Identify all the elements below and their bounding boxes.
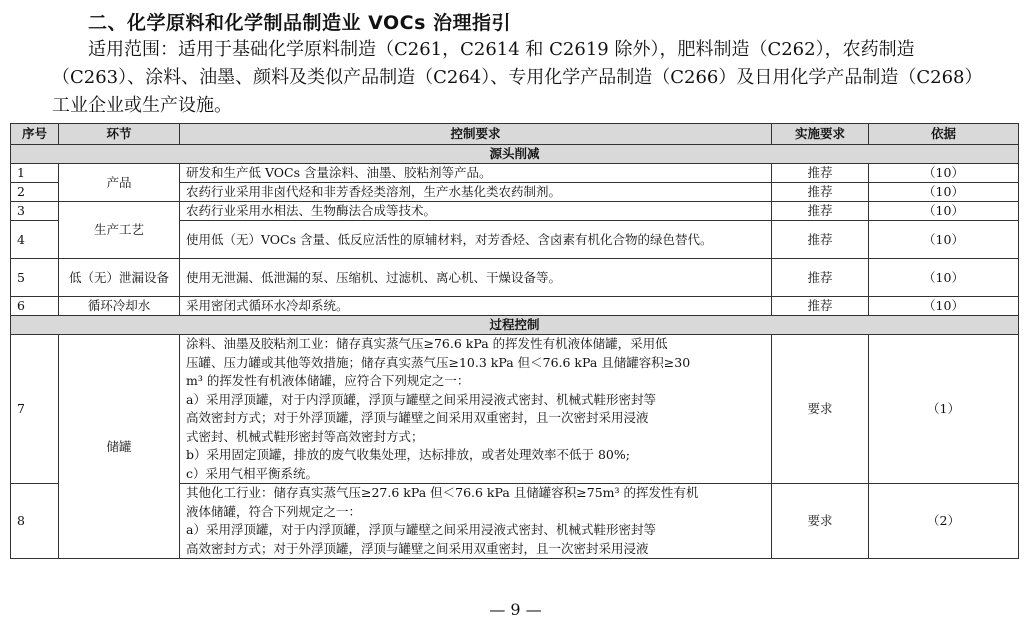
header-seq: 序号 [11, 124, 59, 145]
scope-paragraph [52, 36, 987, 120]
scope-text: 适用范围：适用于基础化学原料制造（C261，C2614 和 C2619 除外），肥料制造（C262），农药制造（C263）、涂料、油墨、颜料及类似产品制造（C264）、专用化学产品制造（C266）及日用化学产品制造（C268）工业企业或生产设施。 [52, 39, 983, 116]
stage-cell: 储罐 [59, 335, 180, 559]
header-control: 控制要求 [180, 124, 772, 145]
row-requirement: 采用密闭式循环水冷却系统。 [180, 297, 772, 316]
row-requirement: 使用低（无）VOCs 含量、低反应活性的原辅材料，对芳香烃、含卤素有机化合物的绿色替代。 [180, 221, 772, 259]
table-header-row [11, 124, 1019, 145]
requirement-line: c）采用气相平衡系统。 [186, 465, 319, 481]
row-basis: （10） [869, 221, 1019, 259]
header-basis: 依据 [869, 124, 1019, 145]
row-no: 2 [11, 183, 59, 202]
row-no: 8 [11, 484, 59, 559]
stage-cell: 产品 [59, 164, 180, 202]
row-no: 5 [11, 259, 59, 297]
requirement-line: 压罐、压力罐或其他等效措施；储存真实蒸气压≥10.3 kPa 但＜76.6 kPa 且储罐容积≥30 [186, 354, 691, 370]
table-row [11, 259, 1019, 297]
row-requirement [180, 484, 772, 559]
requirement-line: a）采用浮顶罐，对于内浮顶罐，浮顶与罐壁之间采用浸液式密封、机械式鞋形密封等 [186, 522, 656, 537]
stage-cell: 低（无）泄漏设备 [59, 259, 180, 297]
requirement-line: 涂料、油墨及胶粘剂工业：储存真实蒸气压≥76.6 kPa 的挥发性有机液体储罐，采用低 [186, 336, 668, 351]
row-impl: 推荐 [772, 221, 869, 259]
requirement-line: a）采用浮顶罐，对于内浮顶罐，浮顶与罐壁之间采用浸液式密封、机械式鞋形密封等 [186, 391, 656, 407]
voc-guideline-table [10, 123, 1019, 559]
row-basis: （10） [869, 202, 1019, 221]
row-requirement: 农药行业采用非卤代烃和非芳香烃类溶剂，生产水基化类农药制剂。 [180, 183, 772, 202]
stage-cell: 循环冷却水 [59, 297, 180, 316]
row-requirement: 使用无泄漏、低泄漏的泵、压缩机、过滤机、离心机、干燥设备等。 [180, 259, 772, 297]
section-source-reduction: 源头削减 [11, 145, 1019, 164]
row-impl: 要求 [772, 484, 869, 559]
row-basis: （2） [869, 484, 1019, 559]
row-no: 3 [11, 202, 59, 221]
row-no: 1 [11, 164, 59, 183]
requirement-line: 高效密封方式；对于外浮顶罐，浮顶与罐壁之间采用双重密封，且一次密封采用浸液 [186, 410, 649, 425]
requirement-line: b）采用固定顶罐，排放的废气收集处理，达标排放，或者处理效率不低于 80%; [186, 447, 630, 462]
row-impl: 推荐 [772, 297, 869, 316]
stage-cell: 生产工艺 [59, 202, 180, 259]
row-impl: 推荐 [772, 164, 869, 183]
table-row [11, 202, 1019, 221]
row-basis: （10） [869, 259, 1019, 297]
row-no: 6 [11, 297, 59, 316]
row-basis: （10） [869, 297, 1019, 316]
section-heading: 二、化学原料和化学制品制造业 VOCs 治理指引 [88, 12, 512, 34]
section-row [11, 316, 1019, 335]
row-no: 7 [11, 335, 59, 484]
row-basis: （10） [869, 183, 1019, 202]
table-row [11, 164, 1019, 183]
requirement-line: m³ 的挥发性有机液体储罐，应符合下列规定之一： [186, 373, 470, 388]
requirement-line: 其他化工行业：储存真实蒸气压≥27.6 kPa 但＜76.6 kPa 且储罐容积≥75m³ 的挥发性有机 [186, 485, 699, 500]
row-impl: 推荐 [772, 202, 869, 221]
row-basis: （1） [869, 335, 1019, 484]
requirement-line: 液体储罐，符合下列规定之一： [186, 503, 362, 519]
row-requirement: 农药行业采用水相法、生物酶法合成等技术。 [180, 202, 772, 221]
table-row [11, 335, 1019, 484]
header-stage: 环节 [59, 124, 180, 145]
row-no: 4 [11, 221, 59, 259]
table-row [11, 297, 1019, 316]
header-impl: 实施要求 [772, 124, 869, 145]
row-impl: 推荐 [772, 183, 869, 202]
row-basis: （10） [869, 164, 1019, 183]
row-requirement [180, 335, 772, 484]
page-number: — 9 — [489, 600, 542, 619]
row-impl: 推荐 [772, 259, 869, 297]
requirement-line: 高效密封方式；对于外浮顶罐，浮顶与罐壁之间采用双重密封，且一次密封采用浸液 [186, 540, 649, 556]
section-process-control: 过程控制 [11, 316, 1019, 335]
requirement-line: 式密封、机械式鞋形密封等高效密封方式； [186, 428, 424, 444]
row-impl: 要求 [772, 335, 869, 484]
row-requirement: 研发和生产低 VOCs 含量涂料、油墨、胶粘剂等产品。 [180, 164, 772, 183]
section-row [11, 145, 1019, 164]
